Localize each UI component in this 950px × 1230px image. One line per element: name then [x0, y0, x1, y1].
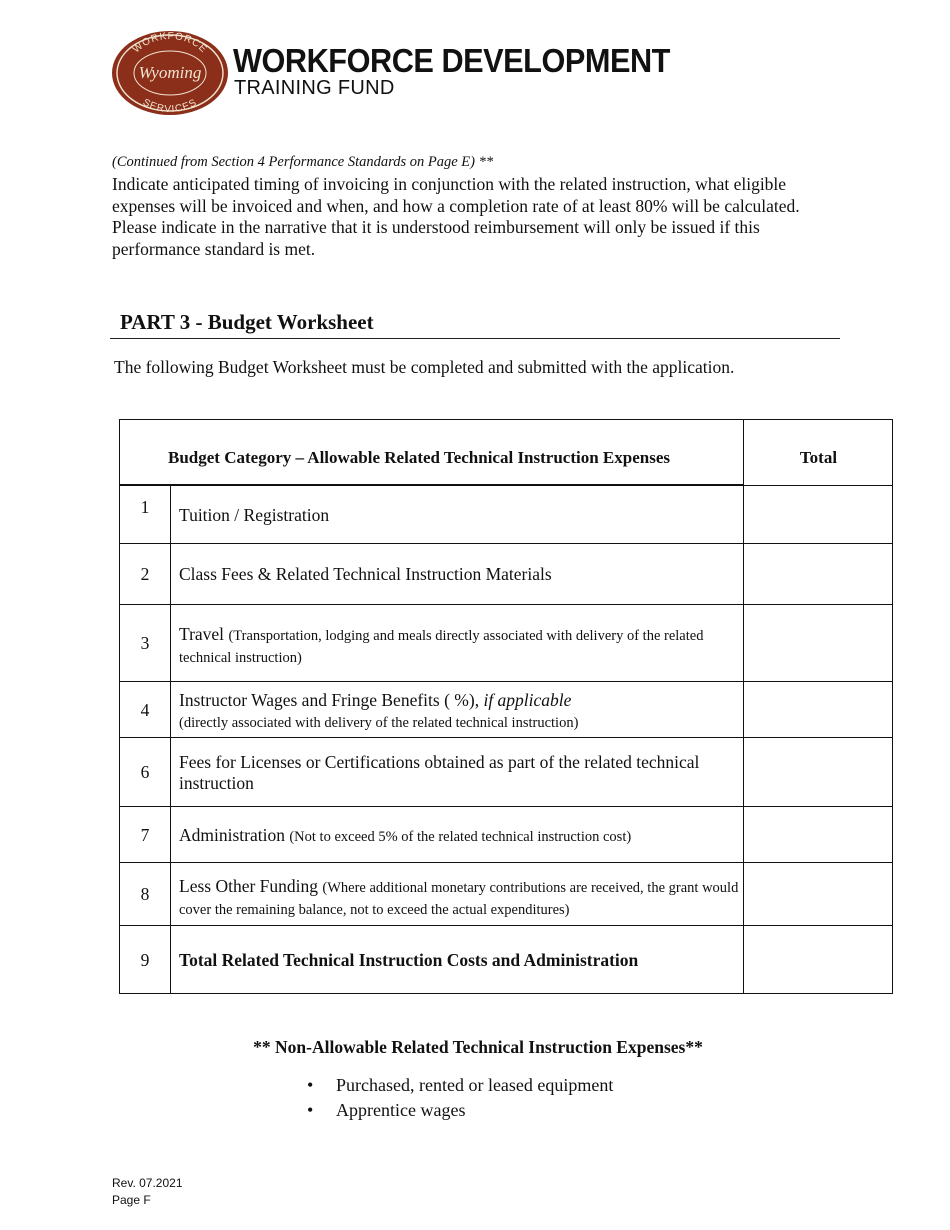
table-divider [119, 604, 893, 605]
intro-paragraph: Indicate anticipated timing of invoicing in conjunction with the related instruction, what eligible expenses will be invoiced and when, and how a completion rate of at least 80% will be calculated. Please indicate in the narrative that it is understood reimbursement will only be issued if this performance standard is met. [112, 174, 800, 259]
part-divider [110, 338, 840, 339]
row-number: 4 [140, 700, 150, 720]
table-divider [119, 806, 893, 807]
row-number: 9 [140, 950, 150, 970]
total-input-cell[interactable] [744, 927, 892, 993]
row-number: 1 [140, 497, 150, 517]
row-category [179, 950, 739, 971]
wyoming-workforce-services-seal [111, 30, 229, 116]
table-divider [119, 737, 893, 738]
row-category [179, 752, 735, 794]
row-main-text: Administration [179, 825, 285, 845]
total-input-cell[interactable] [744, 808, 892, 861]
seal-bottom-text: SERVICES [140, 97, 200, 116]
row-sub-text: (Transportation, lodging and meals directly associated with delivery of the related technical instruction) [179, 628, 704, 666]
row-category [179, 624, 739, 668]
table-divider [119, 862, 893, 863]
header-budget-category: Budget Category – Allowable Related Technical Instruction Expenses [168, 448, 670, 467]
total-input-cell[interactable] [744, 606, 892, 680]
row-main-text: Less Other Funding [179, 876, 319, 896]
row-category [179, 876, 739, 920]
list-item: • Apprentice wages [307, 1098, 613, 1123]
row-main-text: Travel [179, 624, 225, 644]
row-category [179, 505, 739, 526]
row-sub-text: (Where additional monetary contributions are received, the grant would cover the remaining balance, not to exceed the actual expenditures) [179, 880, 739, 918]
row-category [179, 825, 739, 847]
part3-title: PART 3 - Budget Worksheet [120, 310, 374, 334]
brand-subtitle: TRAINING FUND [234, 77, 395, 99]
header-total: Total [799, 448, 838, 467]
row-number: 7 [140, 825, 150, 845]
page-label: Page F [112, 1193, 151, 1207]
row-number: 3 [140, 633, 150, 653]
row-main-text: Fees for Licenses or Certifications obtained as part of the related technical instruction [179, 752, 700, 793]
row-main-text: Tuition / Registration [179, 505, 330, 525]
row-italic-text: if applicable [483, 690, 572, 710]
list-item: • Purchased, rented or leased equipment [307, 1073, 613, 1098]
brand-title: WORKFORCE DEVELOPMENT [233, 42, 670, 79]
total-input-cell[interactable] [744, 864, 892, 924]
continued-note: (Continued from Section 4 Performance Standards on Page E) ** [112, 154, 494, 170]
seal-top-text: WORKFORCE [130, 30, 210, 56]
seal-script-text: Wyoming [138, 63, 202, 82]
row-number: 6 [140, 762, 150, 782]
total-input-cell[interactable] [744, 545, 892, 603]
table-divider [170, 485, 171, 994]
row-sub-text: (Not to exceed 5% of the related technical instruction cost) [289, 829, 632, 845]
row-category [179, 564, 739, 585]
non-allowable-list [307, 1073, 613, 1122]
total-input-cell[interactable] [744, 683, 892, 736]
row-main-text: Total Related Technical Instruction Costs and Administration [179, 950, 639, 970]
row-number: 8 [140, 884, 150, 904]
row-number: 2 [140, 564, 150, 584]
worksheet-note: The following Budget Worksheet must be completed and submitted with the application. [114, 357, 735, 377]
total-input-cell[interactable] [744, 739, 892, 805]
table-divider [119, 925, 893, 926]
table-divider [119, 484, 743, 486]
row-sub-text: (directly associated with delivery of the related technical instruction) [179, 715, 579, 731]
row-main-text: Class Fees & Related Technical Instruction Materials [179, 564, 552, 584]
revision-label: Rev. 07.2021 [112, 1176, 183, 1190]
total-input-cell[interactable] [744, 486, 892, 542]
row-main-text: Instructor Wages and Fringe Benefits ( %), [179, 690, 484, 710]
table-divider [119, 681, 893, 682]
row-category [179, 690, 739, 733]
table-divider [119, 543, 893, 544]
non-allowable-title: ** Non-Allowable Related Technical Instruction Expenses** [253, 1037, 703, 1057]
